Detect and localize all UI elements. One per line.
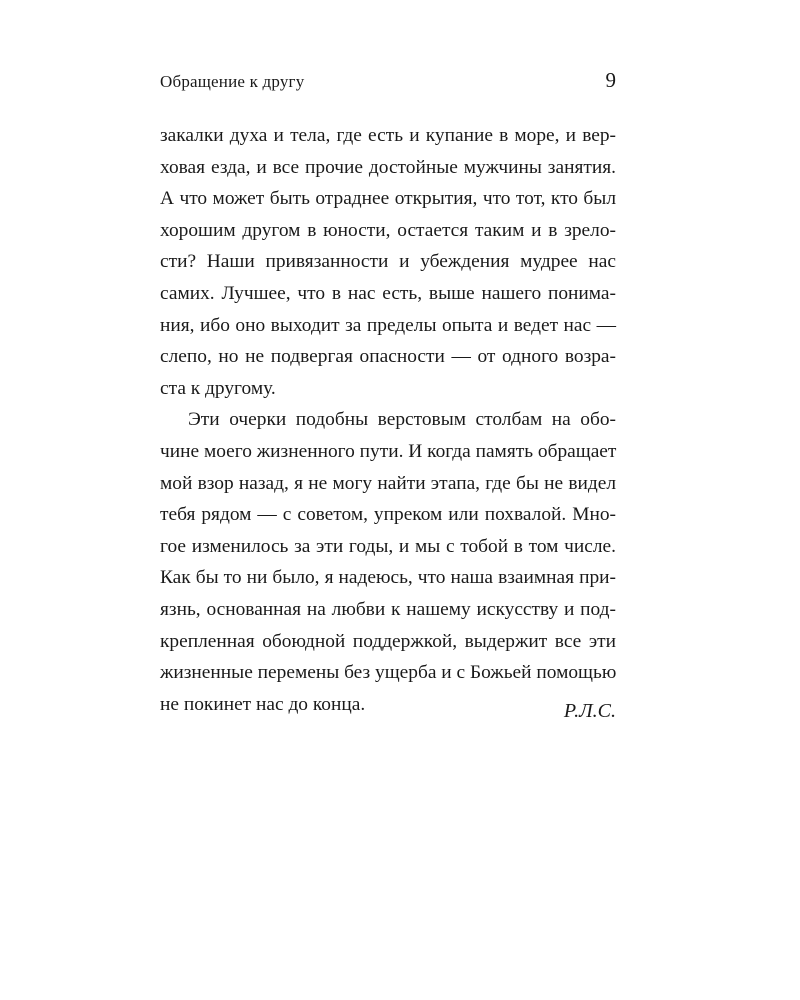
text-line: ста к другому. (160, 377, 276, 399)
running-head (160, 68, 616, 98)
text-line: сти? Наши привязанности и убеждения мудрее нас (160, 251, 616, 273)
text-line: хорошим другом в юности, остается таким и в зрело- (160, 219, 616, 241)
text-line: закалки духа и тела, где есть и купание в море, и вер- (160, 125, 616, 146)
text-line: чине моего жизненного пути. И когда память обращает (160, 440, 617, 462)
text-line: язнь, основанная на любви к нашему искусству и под- (160, 598, 616, 620)
text-line: жизненные перемены без ущерба и с Божьей помощью (160, 662, 617, 684)
text-line: слепо, но не подвергая опасности — от одного возра- (160, 346, 616, 368)
paragraph (160, 404, 616, 720)
paragraph (160, 120, 616, 404)
text-line: гое изменилось за эти годы, и мы с тобой в том числе. (160, 535, 616, 557)
text-line: ния, ибо оно выходит за пределы опыта и ведет нас — (160, 314, 616, 336)
running-title: Обращение к другу (160, 72, 305, 91)
body-text (160, 120, 616, 720)
text-line: ховая езда, и все прочие достойные мужчины занятия. (160, 156, 616, 178)
text-line: не покинет нас до конца. (160, 693, 366, 715)
signature: Р.Л.С. (563, 700, 616, 722)
text-line: самих. Лучшее, что в нас есть, выше нашего понима- (160, 282, 616, 304)
page-number: 9 (605, 68, 616, 92)
text-line: А что может быть отраднее открытия, что тот, кто был (160, 188, 616, 210)
text-line: тебя рядом — с советом, упреком или похвалой. Мно- (160, 504, 616, 526)
text-line: мой взор назад, я не могу найти этапа, где бы не видел (160, 472, 616, 494)
text-line: крепленная обоюдной поддержкой, выдержит все эти (160, 630, 616, 652)
text-line: Как бы то ни было, я надеюсь, что наша взаимная при- (160, 567, 616, 589)
text-line: Эти очерки подобны верстовым столбам на обо- (188, 409, 616, 431)
